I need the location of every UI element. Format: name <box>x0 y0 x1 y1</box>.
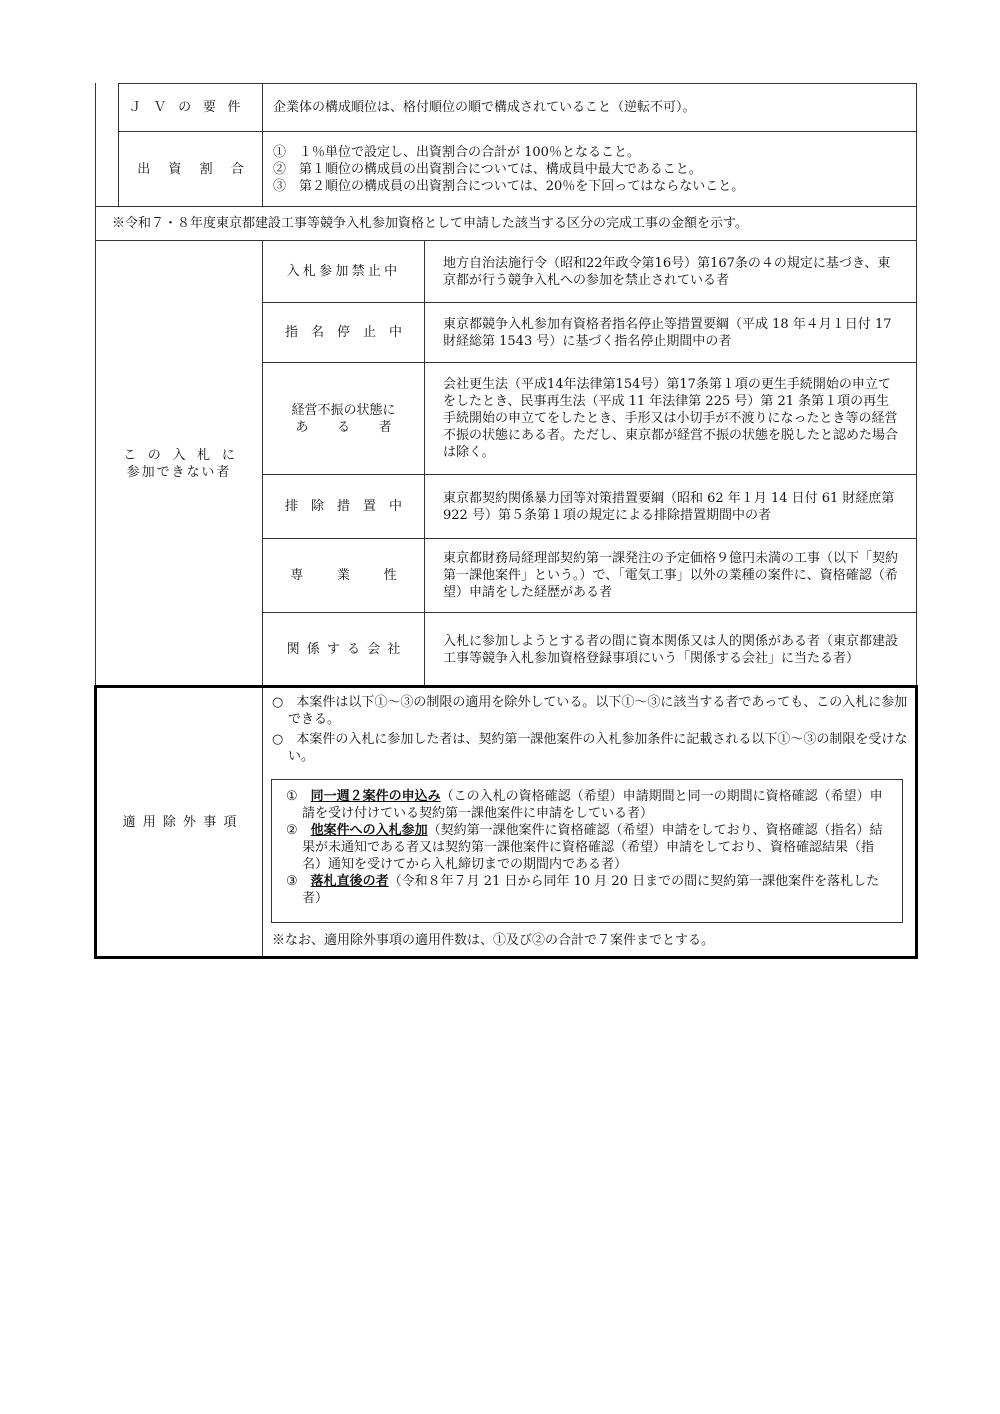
investment-item: ③ 第２順位の構成員の出資割合については、20％を下回ってはならないこと。 <box>273 178 745 194</box>
ineligible-row-label-text: 指名停止中 <box>284 325 415 340</box>
ineligible-row-text-cell <box>425 475 916 538</box>
note-text: ※令和７・８年度東京都建設工事等競争入札参加資格として申請した該当する区分の完成工事の金額を示す。 <box>112 216 748 231</box>
ineligible-row-text-cell <box>425 241 916 302</box>
exemption-item-num: ③ <box>286 874 311 889</box>
exemption-footnote-text: ※なお、適用除外事項の適用件数は、①及び②の合計で７案件までとする。 <box>272 933 715 948</box>
jv-text: 企業体の構成順位は、格付順位の順で構成されていること（逆転不可）。 <box>273 100 696 115</box>
ineligible-row-text: 東京都契約関係暴力団等対策措置要綱（昭和 62 年１月 14 日付 61 財経庶第 922 号）第５条第１項の規定による排除措置期間中の者 <box>443 490 895 523</box>
exemption-col-line <box>262 688 263 956</box>
ineligible-row-text: 東京都競争入札参加有資格者指名停止等措置要綱（平成 18 年４月１日付 17 財経総第 1543 号）に基づく指名停止期間中の者 <box>443 316 892 349</box>
right-border-top <box>916 83 917 686</box>
jv-text-cell <box>263 84 916 131</box>
jv-label-text: ＪＶの要件 <box>128 100 253 115</box>
exemption-item-title: 同一週２案件の申込み <box>310 789 441 804</box>
exemption-item <box>286 788 888 822</box>
ineligible-row-text-cell <box>425 613 916 686</box>
investment-label-text: 出資割合 <box>137 161 262 177</box>
exemption-para2-text: ○ 本案件の入札に参加した者は、契約第一課他案件の入札参加条件に記載される以下①～③の制限を受けない。 <box>272 732 908 764</box>
exemption-footnote <box>272 932 908 949</box>
ineligible-row-label <box>263 241 424 302</box>
exemption-item <box>286 822 888 873</box>
ineligible-row-text-cell <box>425 539 916 612</box>
ineligible-row-label-text: ある者 <box>295 419 421 435</box>
exemption-border-bottom <box>94 956 918 959</box>
ineligible-row-label-text: 経営不振の状態に <box>291 402 396 418</box>
jv-label <box>119 84 262 131</box>
exemption-items-box <box>271 779 903 923</box>
ineligible-row-label-text: 入札参加禁止中 <box>286 264 401 279</box>
exemption-item-text: （この入札の資格確認（希望）申請期間と同一の期間に資格確認（希望）申請を受け付けている契約第一課他案件に申請をしている者） <box>302 789 883 821</box>
investment-label <box>119 132 262 206</box>
exemption-label <box>97 688 262 956</box>
ineligible-row-label <box>263 303 424 362</box>
ineligible-row-label <box>263 475 424 538</box>
ineligible-row-label <box>263 363 424 474</box>
ineligible-row-label <box>263 539 431 612</box>
exemption-para1-text: ○ 本案件は以下①～③の制限の適用を除外している。以下①～③に該当する者であっても、この入札に参加できる。 <box>272 695 908 727</box>
ineligible-row-text: 地方自治法施行令（昭和22年政令第16号）第167条の４の規定に基づき、東京都が行う競争入札への参加を禁止されている者 <box>443 255 891 288</box>
investment-item: ① １％単位で設定し、出資割合の合計が 100％となること。 <box>273 144 640 160</box>
exemption-label-text: 適用除外事項 <box>122 814 244 830</box>
exemption-para2 <box>272 731 908 765</box>
investment-text-cell <box>263 132 916 206</box>
exemption-item-title: 他案件への入札参加 <box>310 823 428 838</box>
ineligible-row-label <box>263 613 424 686</box>
exemption-para1 <box>272 694 908 728</box>
exemption-item-num: ② <box>286 823 311 838</box>
ineligible-row-text: 会社更生法（平成14年法律第154号）第17条第１項の更生手続開始の申立てをしたとき、民事再生法（平成 11 年法律第 225 号）第 21 条第１項の再生手続開始の申立てをしたとき、手形又は小切手が不渡りになったとき等の経営不振の状態にある者。ただし、東京都が経営不振の状態を脱したと認めた場合は除く。 <box>443 377 899 460</box>
exemption-item-title: 落札直後の者 <box>310 874 389 889</box>
note-cell <box>96 207 916 240</box>
ineligible-title-line2: 参加できない者 <box>126 464 232 480</box>
ineligible-row-text-cell <box>425 303 916 362</box>
ineligible-row-label-text: 排除措置中 <box>284 499 415 514</box>
exemption-item-num: ① <box>286 789 311 804</box>
exemption-item-text: （契約第一課他案件に資格確認（希望）申請をしており、資格確認（指名）結果が未通知である者又は契約第一課他案件に資格確認（希望）申請をしており、資格確認結果（指名）通知を受けてから入札締切までの期間内である者） <box>302 823 883 872</box>
exemption-border-right <box>915 685 918 959</box>
ineligible-title-line1: この入札に <box>123 447 247 463</box>
ineligible-row-text: 入札に参加しようとする者の間に資本関係又は人的関係がある者（東京都建設工事等競争入札参加資格登録事項にいう「関係する会社」に当たる者） <box>443 633 899 666</box>
ineligible-row-text: 東京都財務局経理部契約第一課発注の予定価格９億円未満の工事（以下「契約第一課他案件」という。）で、「電気工事」以外の業種の案件に、資格確認（希望）申請をした経歴がある者 <box>443 551 899 600</box>
investment-item: ② 第１順位の構成員の出資割合については、構成員中最大であること。 <box>273 161 702 177</box>
ineligible-row-label-text: 関係する会社 <box>286 642 408 657</box>
ineligible-title <box>96 241 262 686</box>
ineligible-row-text-cell <box>425 363 916 474</box>
exemption-item-text: （令和８年７月 21 日から同年 10 月 20 日までの間に契約第一課他案件を落札した者） <box>302 874 880 906</box>
ineligible-row-label-text: 専業性 <box>290 568 431 583</box>
exemption-item <box>286 873 888 907</box>
